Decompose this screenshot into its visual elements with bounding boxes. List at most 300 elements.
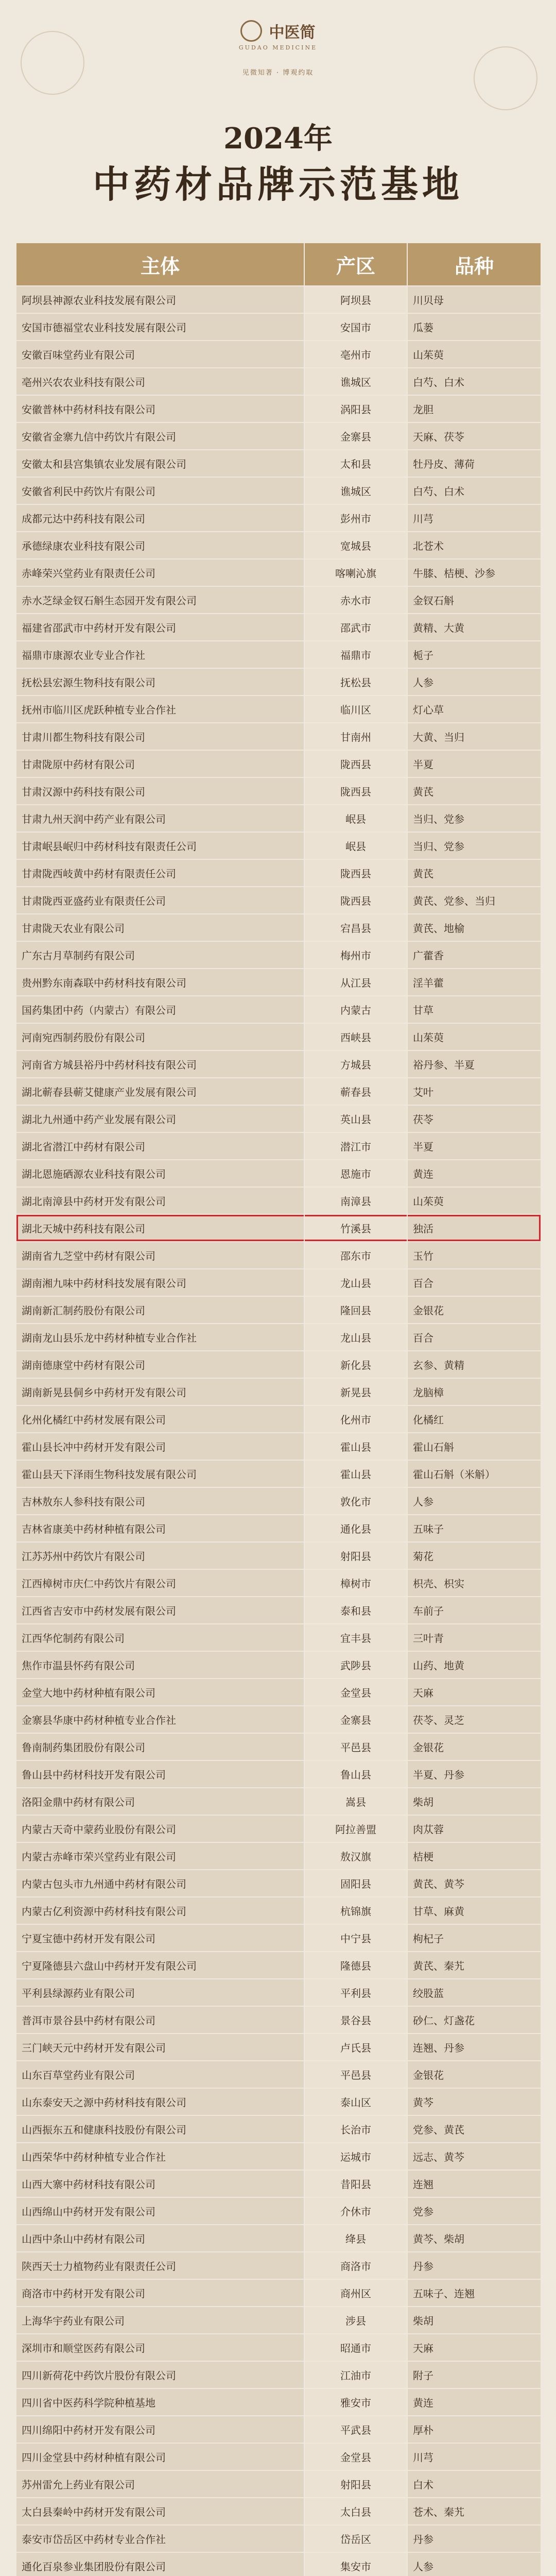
cell-variety: 白芍、白术	[407, 477, 541, 504]
cell-subject: 甘肃汉源中药科技有限公司	[16, 777, 304, 805]
logo-name: 中医简	[269, 24, 316, 42]
cell-subject: 通化百泉参业集团股份有限公司	[16, 2552, 304, 2576]
table-row	[16, 2525, 541, 2552]
cell-subject: 四川绵阳中药材开发有限公司	[16, 2416, 304, 2443]
cell-region: 嵩县	[304, 1788, 407, 1815]
cell-variety: 川芎	[407, 504, 541, 532]
cell-variety: 丹参	[407, 2525, 541, 2552]
cell-subject: 湖北南漳县中药材开发有限公司	[16, 1187, 304, 1214]
cell-variety: 天麻	[407, 1679, 541, 1706]
cell-region: 太和县	[304, 450, 407, 477]
cell-variety: 柴胡	[407, 2307, 541, 2334]
cell-variety: 百合	[407, 1269, 541, 1296]
table-row	[16, 1924, 541, 1952]
table-row	[16, 2033, 541, 2061]
cell-subject: 霍山县长冲中药材开发有限公司	[16, 1433, 304, 1460]
table-row	[16, 504, 541, 532]
cell-subject: 陕西天士力植物药业有限责任公司	[16, 2252, 304, 2279]
cell-variety: 牡丹皮、薄荷	[407, 450, 541, 477]
table-row	[16, 2197, 541, 2225]
cell-variety: 天麻	[407, 2334, 541, 2361]
table-row	[16, 2552, 541, 2576]
cell-variety: 天麻、茯苓	[407, 422, 541, 450]
logo	[227, 20, 329, 61]
table-row	[16, 723, 541, 750]
cell-region: 岷县	[304, 832, 407, 859]
table-row	[16, 1624, 541, 1651]
cell-variety: 砂仁、灯盏花	[407, 2006, 541, 2033]
logo-sub: GUDAO MEDICINE	[238, 44, 318, 51]
cell-subject: 江西华佗制药有限公司	[16, 1624, 304, 1651]
cell-subject: 深圳市和顺堂医药有限公司	[16, 2334, 304, 2361]
header	[0, 0, 556, 268]
cell-variety: 人参	[407, 2552, 541, 2576]
table-row	[16, 313, 541, 341]
cell-region: 梅州市	[304, 941, 407, 969]
table-row	[16, 477, 541, 504]
cell-region: 南漳县	[304, 1187, 407, 1214]
cell-region: 内蒙古	[304, 996, 407, 1023]
cell-region: 抚松县	[304, 668, 407, 696]
cell-variety: 肉苁蓉	[407, 1815, 541, 1842]
cell-variety: 五味子	[407, 1515, 541, 1542]
cell-subject: 泰安市岱岳区中药材专业合作社	[16, 2525, 304, 2552]
cell-region: 西峡县	[304, 1023, 407, 1050]
table-row	[16, 1269, 541, 1296]
cell-subject: 山西振东五和健康科技股份有限公司	[16, 2115, 304, 2143]
cell-subject: 山西中条山中药材有限公司	[16, 2225, 304, 2252]
cell-variety: 金银花	[407, 1296, 541, 1324]
cell-variety: 玉竹	[407, 1242, 541, 1269]
table-row	[16, 614, 541, 641]
cell-variety: 山药、地黄	[407, 1651, 541, 1679]
cell-region: 金堂县	[304, 1679, 407, 1706]
cell-variety: 绞股蓝	[407, 1979, 541, 2006]
table-row	[16, 1569, 541, 1597]
cell-region: 安国市	[304, 313, 407, 341]
cell-region: 宕昌县	[304, 914, 407, 941]
table-row	[16, 559, 541, 586]
cell-variety: 五味子、连翘	[407, 2279, 541, 2307]
cell-region: 平利县	[304, 1979, 407, 2006]
table-row	[16, 996, 541, 1023]
cell-variety: 霍山石斛（米斛）	[407, 1460, 541, 1487]
cell-region: 陇西县	[304, 887, 407, 914]
cell-region: 昭通市	[304, 2334, 407, 2361]
table-row	[16, 286, 541, 313]
table-row	[16, 941, 541, 969]
cell-region: 新化县	[304, 1351, 407, 1378]
table-row	[16, 1733, 541, 1760]
cell-region: 喀喇沁旗	[304, 559, 407, 586]
table-row	[16, 859, 541, 887]
table-row	[16, 2498, 541, 2525]
table-row	[16, 341, 541, 368]
cell-subject: 商洛市中药材开发有限公司	[16, 2279, 304, 2307]
cell-subject: 河南省方城县裕丹中药材科技有限公司	[16, 1050, 304, 1078]
cell-region: 蕲春县	[304, 1078, 407, 1105]
table-row	[16, 2307, 541, 2334]
table-row	[16, 1078, 541, 1105]
cell-region: 运城市	[304, 2143, 407, 2170]
cell-subject: 湖南省九芝堂中药材有限公司	[16, 1242, 304, 1269]
cell-variety: 枸杞子	[407, 1924, 541, 1952]
cell-subject: 湖北恩施硒源农业科技有限公司	[16, 1160, 304, 1187]
cell-region: 亳州市	[304, 341, 407, 368]
cell-subject: 广东古月草制药有限公司	[16, 941, 304, 969]
table-row	[16, 2279, 541, 2307]
table-row	[16, 2470, 541, 2498]
page-title: 中药材品牌示范基地	[92, 162, 463, 206]
cell-variety: 当归、党参	[407, 805, 541, 832]
cell-subject: 山东泰安天之源中药材科技有限公司	[16, 2088, 304, 2115]
column-header-subject: 主体	[16, 243, 304, 286]
cell-subject: 四川省中医药科学院种植基地	[16, 2388, 304, 2416]
cell-subject: 湖南龙山县乐龙中药材种植专业合作社	[16, 1324, 304, 1351]
cell-subject: 甘肃九州天润中药产业有限公司	[16, 805, 304, 832]
cell-variety: 金银花	[407, 1733, 541, 1760]
cell-variety: 龙胆	[407, 395, 541, 422]
cell-subject: 山西绵山中药材开发有限公司	[16, 2197, 304, 2225]
cell-region: 景谷县	[304, 2006, 407, 2033]
table-row	[16, 1378, 541, 1405]
cell-variety: 党参、黄芪	[407, 2115, 541, 2143]
cell-variety: 远志、黄芩	[407, 2143, 541, 2170]
table-row	[16, 1187, 541, 1214]
cell-variety: 玄参、黄精	[407, 1351, 541, 1378]
cell-variety: 黄芪、地榆	[407, 914, 541, 941]
cell-region: 雅安市	[304, 2388, 407, 2416]
cell-subject: 湖南新汇制药股份有限公司	[16, 1296, 304, 1324]
table-row	[16, 1405, 541, 1433]
cell-region: 敖汉旗	[304, 1842, 407, 1870]
cell-subject: 内蒙古赤峰市荣兴堂药业有限公司	[16, 1842, 304, 1870]
cell-region: 谯城区	[304, 477, 407, 504]
cell-variety: 川芎	[407, 2443, 541, 2470]
cell-region: 金寨县	[304, 422, 407, 450]
table-row	[16, 887, 541, 914]
cell-subject: 鲁南制药集团股份有限公司	[16, 1733, 304, 1760]
cell-variety: 枳壳、枳实	[407, 1569, 541, 1597]
cell-subject: 安徽百味堂药业有限公司	[16, 341, 304, 368]
table-row	[16, 805, 541, 832]
cell-region: 射阳县	[304, 1542, 407, 1569]
cell-variety: 大黄、当归	[407, 723, 541, 750]
table-row	[16, 586, 541, 614]
cell-variety: 半夏、丹参	[407, 1760, 541, 1788]
cell-region: 恩施市	[304, 1160, 407, 1187]
cell-region: 泰山区	[304, 2088, 407, 2115]
cell-subject: 宁夏宝德中药材开发有限公司	[16, 1924, 304, 1952]
cell-subject: 国药集团中药（内蒙古）有限公司	[16, 996, 304, 1023]
cell-region: 霍山县	[304, 1433, 407, 1460]
table-row	[16, 1433, 541, 1460]
column-header-variety: 品种	[407, 243, 541, 286]
cell-variety: 黄芪、黄芩	[407, 1870, 541, 1897]
cell-region: 江油市	[304, 2361, 407, 2388]
table-row	[16, 2225, 541, 2252]
cell-region: 龙山县	[304, 1269, 407, 1296]
cell-region: 隆德县	[304, 1952, 407, 1979]
cell-variety: 黄连	[407, 1160, 541, 1187]
cell-subject: 江苏苏州中药饮片有限公司	[16, 1542, 304, 1569]
cell-subject: 湖南湘九味中药材科技发展有限公司	[16, 1269, 304, 1296]
table-row	[16, 1242, 541, 1269]
cell-subject: 焦作市温县怀药有限公司	[16, 1651, 304, 1679]
table-row	[16, 1706, 541, 1733]
cell-variety: 黄芩	[407, 2088, 541, 2115]
cell-region: 邵东市	[304, 1242, 407, 1269]
cell-region: 平邑县	[304, 2061, 407, 2088]
cell-region: 集安市	[304, 2552, 407, 2576]
cell-subject: 平利县绿源药业有限公司	[16, 1979, 304, 2006]
table-row	[16, 368, 541, 395]
table-row	[16, 1788, 541, 1815]
table-wrap	[15, 242, 541, 2576]
cell-variety: 霍山石斛	[407, 1433, 541, 1460]
cell-subject: 宁夏隆德县六盘山中药材开发有限公司	[16, 1952, 304, 1979]
cell-variety: 灯心草	[407, 696, 541, 723]
table-row	[16, 1815, 541, 1842]
cell-region: 陇西县	[304, 777, 407, 805]
cell-subject: 内蒙古亿利资源中药材科技有限公司	[16, 1897, 304, 1924]
cell-subject: 三门峡天元中药材开发有限公司	[16, 2033, 304, 2061]
cell-subject: 亳州兴农农业科技有限公司	[16, 368, 304, 395]
cell-variety: 北苍术	[407, 532, 541, 559]
cell-subject: 山西大寨中药材科技有限公司	[16, 2170, 304, 2197]
cell-subject: 安徽普林中药材科技有限公司	[16, 395, 304, 422]
cell-region: 射阳县	[304, 2470, 407, 2498]
cell-subject: 洛阳金鼎中药材有限公司	[16, 1788, 304, 1815]
table-row	[16, 777, 541, 805]
cell-region: 泰和县	[304, 1597, 407, 1624]
cell-variety: 裕丹参、半夏	[407, 1050, 541, 1078]
cell-variety: 车前子	[407, 1597, 541, 1624]
cell-variety: 广藿香	[407, 941, 541, 969]
cell-region: 甘南州	[304, 723, 407, 750]
cell-variety: 黄连	[407, 2388, 541, 2416]
table-row	[16, 1160, 541, 1187]
table-row	[16, 1023, 541, 1050]
cell-subject: 贵州黔东南森联中药材科技有限公司	[16, 969, 304, 996]
cell-variety: 柴胡	[407, 1788, 541, 1815]
cell-variety: 甘草	[407, 996, 541, 1023]
cell-region: 方城县	[304, 1050, 407, 1078]
cell-variety: 山茱萸	[407, 1023, 541, 1050]
cell-variety: 栀子	[407, 641, 541, 668]
cell-variety: 白术	[407, 2470, 541, 2498]
table-row	[16, 2334, 541, 2361]
cell-variety: 山茱萸	[407, 1187, 541, 1214]
table-row	[16, 1296, 541, 1324]
cell-variety: 金钗石斛	[407, 586, 541, 614]
table-row	[16, 641, 541, 668]
cell-region: 涉县	[304, 2307, 407, 2334]
cell-variety: 独活	[407, 1214, 541, 1242]
cell-variety: 山茱萸	[407, 341, 541, 368]
cell-subject: 内蒙古天奇中蒙药业股份有限公司	[16, 1815, 304, 1842]
cell-region: 从江县	[304, 969, 407, 996]
cell-region: 霍山县	[304, 1460, 407, 1487]
cell-variety: 金银花	[407, 2061, 541, 2088]
cell-variety: 人参	[407, 668, 541, 696]
table-row	[16, 1952, 541, 1979]
cell-subject: 抚州市临川区虎跃种植专业合作社	[16, 696, 304, 723]
table-row	[16, 1050, 541, 1078]
cell-region: 鲁山县	[304, 1760, 407, 1788]
cell-subject: 阿坝县神源农业科技发展有限公司	[16, 286, 304, 313]
cell-subject: 吉林省康美中药材种植有限公司	[16, 1515, 304, 1542]
cell-variety: 黄芪	[407, 859, 541, 887]
cell-subject: 安徽省金寨九信中药饮片有限公司	[16, 422, 304, 450]
cell-subject: 金堂大地中药材种植有限公司	[16, 1679, 304, 1706]
table-row	[16, 2388, 541, 2416]
cell-region: 竹溪县	[304, 1214, 407, 1242]
table-row	[16, 422, 541, 450]
cell-region: 岱岳区	[304, 2525, 407, 2552]
cell-subject: 鲁山县中药材科技开发有限公司	[16, 1760, 304, 1788]
cell-variety: 连翘	[407, 2170, 541, 2197]
cell-region: 樟树市	[304, 1569, 407, 1597]
cell-subject: 江西省吉安市中药材发展有限公司	[16, 1597, 304, 1624]
cell-region: 新晃县	[304, 1378, 407, 1405]
table-row	[16, 1760, 541, 1788]
cell-variety: 菊花	[407, 1542, 541, 1569]
cell-region: 潜江市	[304, 1132, 407, 1160]
cell-variety: 黄芪、党参、当归	[407, 887, 541, 914]
table-row	[16, 969, 541, 996]
table-row	[16, 2416, 541, 2443]
cell-subject: 内蒙古包头市九州通中药材有限公司	[16, 1870, 304, 1897]
cell-subject: 甘肃陇天农业有限公司	[16, 914, 304, 941]
cell-variety: 当归、党参	[407, 832, 541, 859]
table-row	[16, 1351, 541, 1378]
table-row	[16, 2006, 541, 2033]
table-body	[16, 286, 541, 2576]
cell-subject: 苏州雷允上药业有限公司	[16, 2470, 304, 2498]
cell-subject: 吉林敖东人参科技有限公司	[16, 1487, 304, 1515]
cell-variety: 连翘、丹参	[407, 2033, 541, 2061]
cell-variety: 党参	[407, 2197, 541, 2225]
cell-subject: 湖北省潜江中药材有限公司	[16, 1132, 304, 1160]
cell-subject: 湖北天城中药科技有限公司	[16, 1214, 304, 1242]
table-row	[16, 1597, 541, 1624]
table-row	[16, 1679, 541, 1706]
cell-variety: 龙脑樟	[407, 1378, 541, 1405]
cell-subject: 安国市德福堂农业科技发展有限公司	[16, 313, 304, 341]
cell-region: 武陟县	[304, 1651, 407, 1679]
cell-region: 平邑县	[304, 1733, 407, 1760]
cell-variety: 厚朴	[407, 2416, 541, 2443]
cell-variety: 艾叶	[407, 1078, 541, 1105]
cell-region: 陇西县	[304, 750, 407, 777]
cell-region: 敦化市	[304, 1487, 407, 1515]
cell-variety: 化橘红	[407, 1405, 541, 1433]
table-row	[16, 1870, 541, 1897]
table-header-row	[16, 243, 541, 286]
cell-region: 杭锦旗	[304, 1897, 407, 1924]
cell-region: 宜丰县	[304, 1624, 407, 1651]
cell-subject: 江西樟树市庆仁中药饮片有限公司	[16, 1569, 304, 1597]
table-row	[16, 1897, 541, 1924]
logo-icon	[240, 20, 262, 42]
cell-region: 绛县	[304, 2225, 407, 2252]
cell-variety: 桔梗	[407, 1842, 541, 1870]
table-row	[16, 1842, 541, 1870]
cell-variety: 黄芪	[407, 777, 541, 805]
cell-subject: 上海华宇药业有限公司	[16, 2307, 304, 2334]
cell-variety: 百合	[407, 1324, 541, 1351]
cell-region: 龙山县	[304, 1324, 407, 1351]
cell-region: 阿坝县	[304, 286, 407, 313]
table-row	[16, 668, 541, 696]
cell-subject: 湖北九州通中药产业发展有限公司	[16, 1105, 304, 1132]
cell-subject: 甘肃川都生物科技有限公司	[16, 723, 304, 750]
cell-subject: 赤峰荣兴堂药业有限责任公司	[16, 559, 304, 586]
table-row	[16, 2170, 541, 2197]
cell-region: 长治市	[304, 2115, 407, 2143]
table-row	[16, 1979, 541, 2006]
cell-region: 通化县	[304, 1515, 407, 1542]
cell-subject: 抚松县宏源生物科技有限公司	[16, 668, 304, 696]
cell-region: 中宁县	[304, 1924, 407, 1952]
table-row	[16, 914, 541, 941]
cell-subject: 承德绿康农业科技有限公司	[16, 532, 304, 559]
table-row	[16, 1542, 541, 1569]
cell-subject: 福建省邵武市中药材开发有限公司	[16, 614, 304, 641]
table-row	[16, 1460, 541, 1487]
cell-subject: 甘肃陇西岐黄中药材有限责任公司	[16, 859, 304, 887]
cell-subject: 湖南新晃县侗乡中药材开发有限公司	[16, 1378, 304, 1405]
cell-subject: 太白县秦岭中药材开发有限公司	[16, 2498, 304, 2525]
table-row	[16, 1324, 541, 1351]
cell-subject: 山东百草堂药业有限公司	[16, 2061, 304, 2088]
table-row	[16, 1132, 541, 1160]
cell-subject: 福鼎市康源农业专业合作社	[16, 641, 304, 668]
cell-subject: 山西荣华中药材种植专业合作社	[16, 2143, 304, 2170]
cell-region: 彭州市	[304, 504, 407, 532]
table-row	[16, 532, 541, 559]
cell-region: 隆回县	[304, 1296, 407, 1324]
cell-variety: 黄芩、柴胡	[407, 2225, 541, 2252]
cell-subject: 甘肃陇原中药材有限公司	[16, 750, 304, 777]
table-row	[16, 2143, 541, 2170]
cell-subject: 安徽太和县宫集镇农业发展有限公司	[16, 450, 304, 477]
cell-region: 介休市	[304, 2197, 407, 2225]
cell-region: 英山县	[304, 1105, 407, 1132]
page-title-year: 2024年	[223, 122, 333, 156]
cell-variety: 丹参	[407, 2252, 541, 2279]
cell-subject: 普洱市景谷县中药材有限公司	[16, 2006, 304, 2033]
table-row	[16, 2443, 541, 2470]
cell-variety: 白芍、白术	[407, 368, 541, 395]
cell-variety: 三叶青	[407, 1624, 541, 1651]
cell-subject: 湖南德康堂中药材有限公司	[16, 1351, 304, 1378]
cell-variety: 牛膝、桔梗、沙参	[407, 559, 541, 586]
table-row	[16, 1105, 541, 1132]
column-header-region: 产区	[304, 243, 407, 286]
cell-region: 赤水市	[304, 586, 407, 614]
logo-tagline: 见微知著 · 博观约取	[242, 69, 314, 77]
cell-region: 宽城县	[304, 532, 407, 559]
cell-region: 福鼎市	[304, 641, 407, 668]
cell-region: 陇西县	[304, 859, 407, 887]
cell-variety: 半夏	[407, 1132, 541, 1160]
cell-variety: 茯苓	[407, 1105, 541, 1132]
cell-variety: 黄芪、秦艽	[407, 1952, 541, 1979]
cell-variety: 附子	[407, 2361, 541, 2388]
cell-region: 涡阳县	[304, 395, 407, 422]
